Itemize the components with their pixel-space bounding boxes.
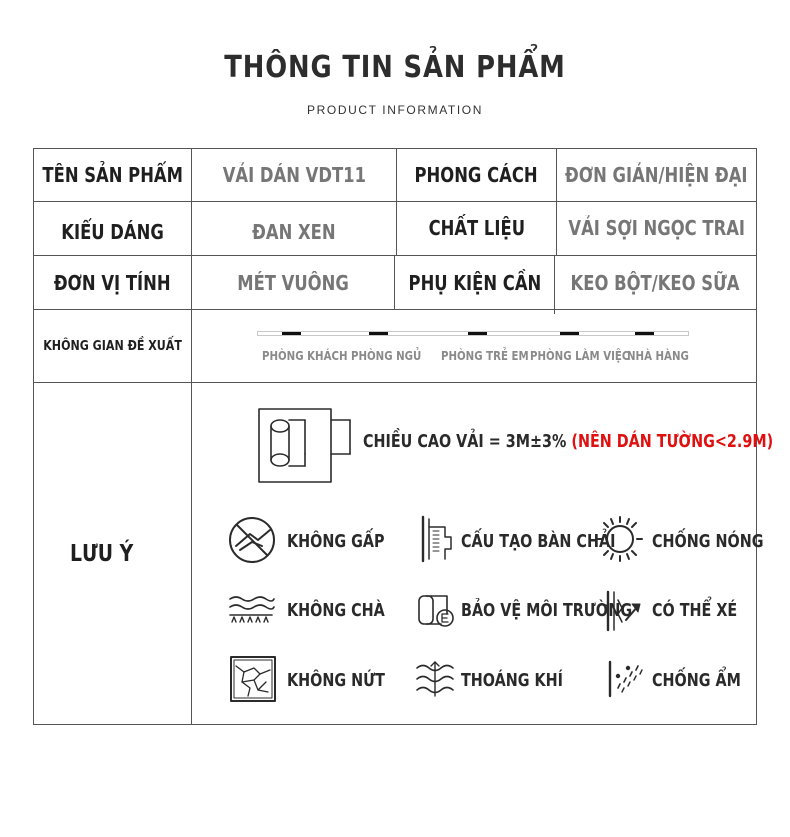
fabric-height-note: CHIỀU CAO VẢI = 3M±3% (NÊN DÁN TƯỜNG<2.9M)	[363, 432, 774, 452]
space-label: KHÔNG GIAN ĐỀ XUẤT	[43, 338, 182, 354]
spec-label: CHẤT LIỆU	[428, 216, 525, 240]
room-label: PHÒNG TRẺ EM	[441, 349, 529, 363]
no-rub-icon	[228, 593, 274, 625]
moisture-proof-icon	[608, 660, 644, 698]
room-label: NHÀ HÀNG	[627, 349, 689, 363]
feature-label: KHÔNG NỨT	[287, 671, 385, 691]
page-title: THÔNG TIN SẢN PHẨM	[224, 50, 566, 85]
feature-label: CHỐNG NÓNG	[652, 532, 764, 552]
room-label: PHÒNG LÀM VIỆC	[530, 349, 630, 363]
room-label: PHÒNG KHÁCH	[262, 349, 348, 363]
feature-label: THOÁNG KHÍ	[461, 671, 563, 691]
feature-label: KHÔNG CHÀ	[287, 601, 385, 621]
brush-structure-icon	[421, 515, 455, 563]
spec-label: ĐƠN VỊ TÍNH	[54, 270, 171, 295]
space-tick	[282, 332, 301, 335]
wall-height-warning: (NÊN DÁN TƯỜNG<2.9M)	[571, 432, 774, 452]
notes-label: LƯU Ý	[70, 541, 134, 567]
space-tick	[369, 332, 388, 335]
page-subtitle: PRODUCT INFORMATION	[307, 103, 483, 117]
sun-icon	[597, 516, 643, 562]
spec-label: PHONG CÁCH	[414, 163, 539, 187]
spec-value: VẢI SỢI NGỌC TRAI	[568, 216, 745, 240]
no-fold-icon	[228, 516, 276, 564]
feature-label: KHÔNG GẤP	[287, 532, 385, 552]
space-tick	[635, 332, 654, 335]
fabric-roll-height-icon	[258, 408, 353, 484]
feature-label: CẤU TẠO BÀN CHẢI	[461, 532, 616, 552]
spec-value: ĐƠN GIẢN/HIỆN ĐẠI	[565, 163, 748, 187]
feature-label: CHỐNG ẨM	[652, 671, 741, 691]
spec-value: KEO BỘT/KEO SỮA	[571, 270, 740, 295]
breathable-icon	[415, 660, 455, 698]
feature-label: BẢO VỆ MÔI TRƯỜNG	[461, 601, 633, 621]
spec-label: TÊN SẢN PHẨM	[42, 163, 183, 187]
tearable-icon	[606, 590, 642, 632]
spec-value: MÉT VUÔNG	[237, 270, 349, 295]
space-tick	[468, 332, 487, 335]
spec-label: KIỂU DÁNG	[61, 220, 164, 244]
spec-value: ĐAN XEN	[252, 220, 336, 244]
no-crack-icon	[230, 656, 276, 702]
space-tick	[560, 332, 579, 335]
spec-value: VẢI DÁN VDT11	[222, 163, 366, 187]
spec-label: PHỤ KIỆN CẦN	[408, 270, 541, 295]
room-label: PHÒNG NGỦ	[351, 349, 422, 363]
eco-roll-icon	[417, 592, 455, 628]
feature-label: CÓ THỂ XÉ	[652, 601, 738, 621]
